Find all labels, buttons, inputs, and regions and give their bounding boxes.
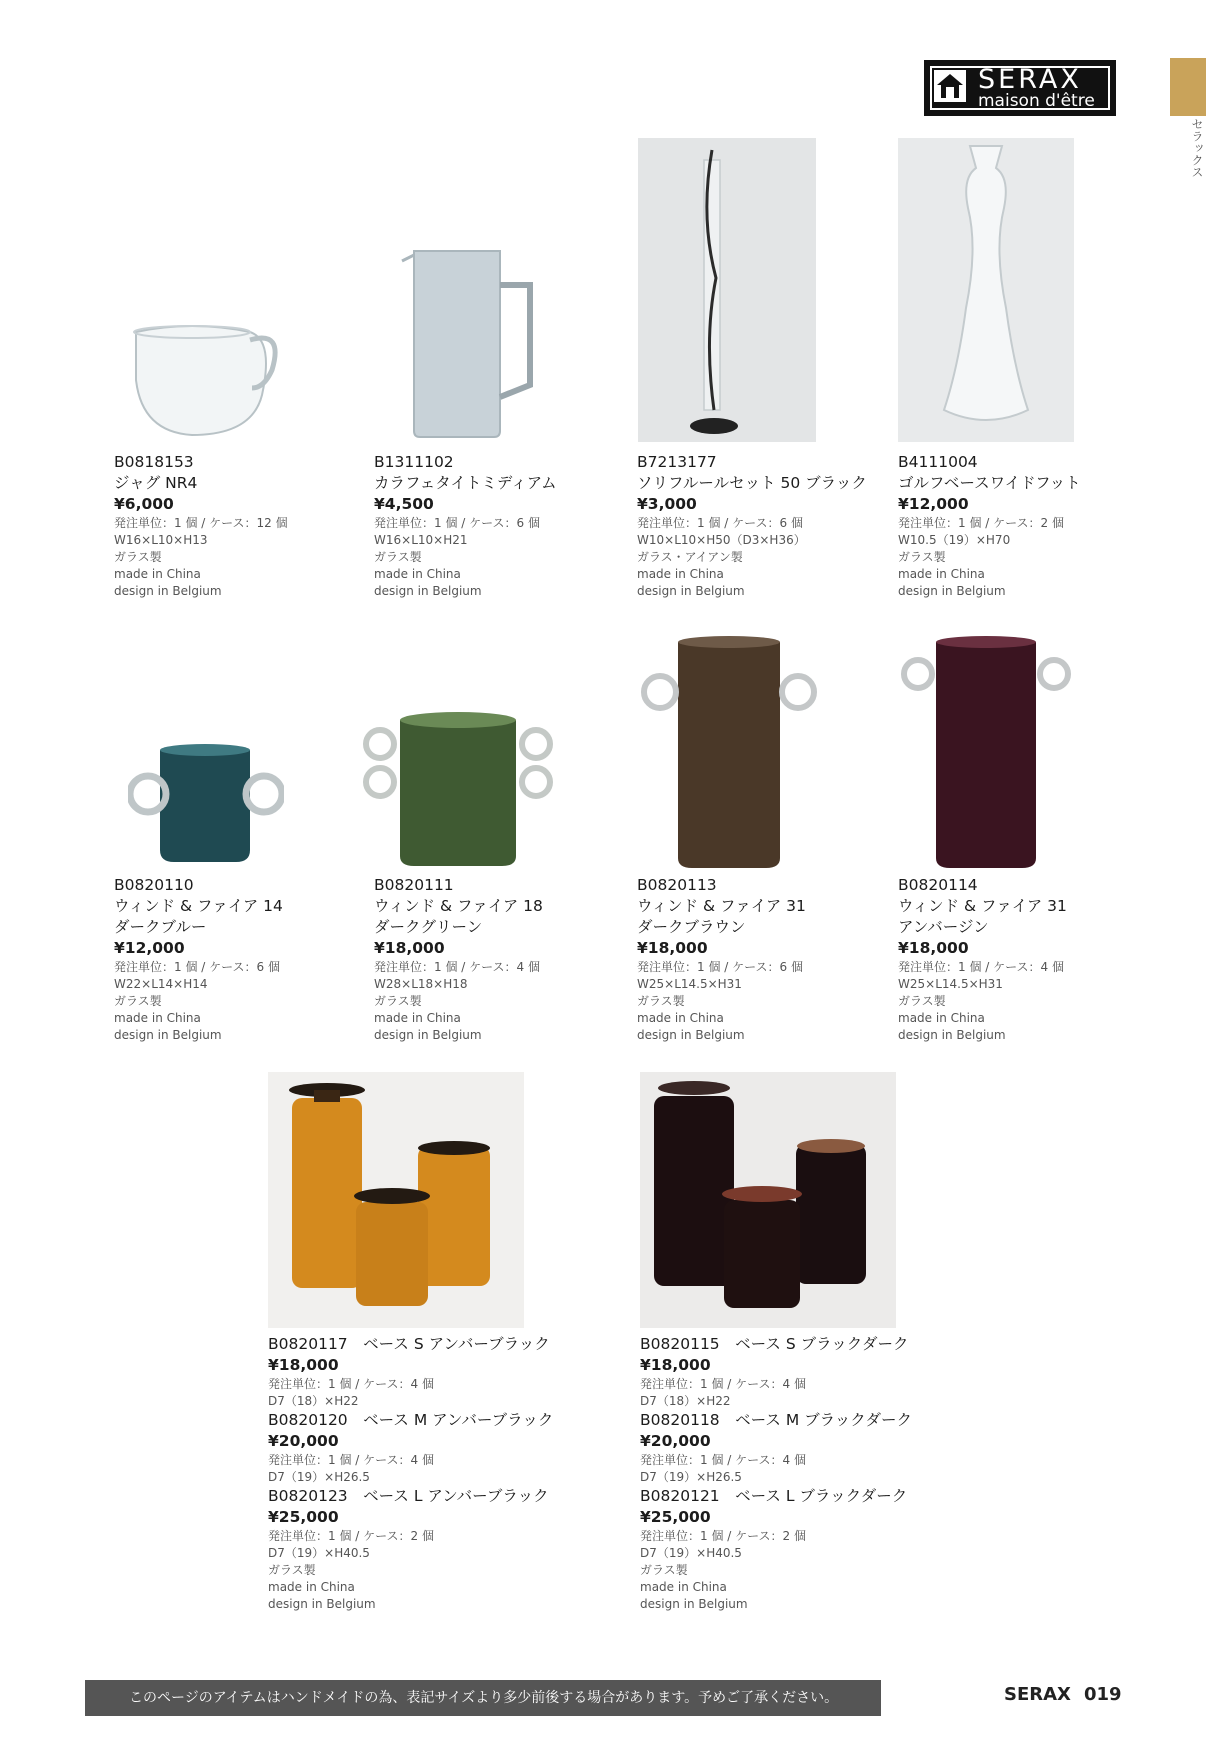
dimensions: D7（18）×H22 [640,1394,731,1408]
product-code-name: B0820123 ベース L アンバーブラック [268,1487,549,1505]
dimensions: W22×L14×H14 [114,977,208,991]
product-group-dark [640,1334,912,1613]
logo-tagline: maison d'être [978,91,1095,111]
made-in: made in China [898,1011,985,1025]
material: ガラス製 [268,1563,316,1577]
product-price: ¥18,000 [640,1356,711,1374]
product-color: ダークブラウン [637,918,746,936]
order-unit: 発注単位：1 個 / ケース：6 個 [637,516,803,530]
order-unit: 発注単位：1 個 / ケース：4 個 [374,960,540,974]
product-code: B0820113 [637,876,717,894]
made-in: made in China [374,567,461,581]
product-code: B0820111 [374,876,454,894]
order-unit: 発注単位：1 個 / ケース：6 個 [374,516,540,530]
order-unit: 発注単位：1 個 / ケース：4 個 [898,960,1064,974]
product-code: B0820114 [898,876,978,894]
dimensions: W16×L10×H13 [114,533,208,547]
product-code: B0820110 [114,876,194,894]
dimensions: W10.5（19）×H70 [898,533,1011,547]
product-wind-fire-31-brown [637,875,806,1044]
product-name: カラフェタイトミディアム [374,474,557,492]
product-price: ¥18,000 [637,939,708,957]
material: ガラス製 [374,550,422,564]
order-unit: 発注単位：1 個 / ケース：12 個 [114,516,288,530]
product-color: ダークブルー [114,918,207,936]
product-code-name: B0820117 ベース S アンバーブラック [268,1335,550,1353]
house-icon [934,70,966,102]
material: ガラス製 [637,994,685,1008]
page-number: 019 [1084,1684,1122,1705]
product-code: B7213177 [637,453,717,471]
order-unit: 発注単位：1 個 / ケース：4 個 [268,1453,434,1467]
design-in: design in Belgium [637,1028,745,1042]
product-name: ウィンド & ファイア 31 [637,897,806,915]
product-jug [114,452,288,600]
dimensions: W25×L14.5×H31 [637,977,742,991]
design-in: design in Belgium [114,584,222,598]
product-code-name: B0820118 ベース M ブラックダーク [640,1411,912,1429]
made-in: made in China [374,1011,461,1025]
product-name: ソリフルールセット 50 ブラック [637,474,867,492]
product-image-carafe [388,245,538,441]
index-tab [1170,58,1206,116]
order-unit: 発注単位：1 個 / ケース：2 個 [640,1529,806,1543]
made-in: made in China [268,1580,355,1594]
product-image-vase-amber-set [268,1072,524,1328]
product-name: ウィンド & ファイア 14 [114,897,283,915]
product-image-vase-dark-set [640,1072,896,1328]
dimensions: W10×L10×H50（D3×H36） [637,533,806,547]
product-image-wind-fire-18 [362,706,554,871]
product-code-name: B0820121 ベース L ブラックダーク [640,1487,908,1505]
index-tab-label: セラックス [1190,118,1204,178]
product-name: ジャグ NR4 [114,474,198,492]
dimensions: W28×L18×H18 [374,977,468,991]
product-color: アンバージン [898,918,989,936]
product-price: ¥6,000 [114,495,174,513]
serax-logo [924,60,1116,116]
product-price: ¥20,000 [268,1432,339,1450]
made-in: made in China [114,567,201,581]
made-in: made in China [898,567,985,581]
product-golf-vase [898,452,1081,600]
order-unit: 発注単位：1 個 / ケース：4 個 [640,1377,806,1391]
product-price: ¥20,000 [640,1432,711,1450]
product-name: ウィンド & ファイア 31 [898,897,1067,915]
made-in: made in China [637,567,724,581]
design-in: design in Belgium [268,1597,376,1611]
product-price: ¥18,000 [374,939,445,957]
product-wind-fire-18 [374,875,543,1044]
product-price: ¥25,000 [268,1508,339,1526]
dimensions: D7（19）×H40.5 [268,1546,370,1560]
made-in: made in China [637,1011,724,1025]
product-wind-fire-14 [114,875,283,1044]
design-in: design in Belgium [374,584,482,598]
product-price: ¥3,000 [637,495,697,513]
dimensions: D7（19）×H26.5 [268,1470,370,1484]
product-price: ¥25,000 [640,1508,711,1526]
design-in: design in Belgium [114,1028,222,1042]
handmade-notice: このページのアイテムはハンドメイドの為、表記サイズより多少前後する場合があります。予めご了承ください。 [85,1680,881,1716]
made-in: made in China [640,1580,727,1594]
order-unit: 発注単位：1 個 / ケース：2 個 [898,516,1064,530]
product-image-jug [112,310,282,440]
order-unit: 発注単位：1 個 / ケース：4 個 [268,1377,434,1391]
product-image-wind-fire-31-brown [640,636,818,872]
order-unit: 発注単位：1 個 / ケース：2 個 [268,1529,434,1543]
order-unit: 発注単位：1 個 / ケース：6 個 [637,960,803,974]
product-price: ¥4,500 [374,495,434,513]
design-in: design in Belgium [898,584,1006,598]
product-carafe [374,452,557,600]
product-code: B4111004 [898,453,978,471]
product-code: B0818153 [114,453,194,471]
material: ガラス製 [374,994,422,1008]
product-price: ¥18,000 [898,939,969,957]
design-in: design in Belgium [640,1597,748,1611]
material: ガラス製 [898,994,946,1008]
design-in: design in Belgium [374,1028,482,1042]
product-soliflore [637,452,867,600]
material: ガラス製 [114,550,162,564]
material: ガラス製 [898,550,946,564]
product-code-name: B0820120 ベース M アンバーブラック [268,1411,554,1429]
product-image-wind-fire-31-aubergine [898,636,1074,872]
order-unit: 発注単位：1 個 / ケース：4 個 [640,1453,806,1467]
made-in: made in China [114,1011,201,1025]
dimensions: D7（18）×H22 [268,1394,359,1408]
product-code: B1311102 [374,453,454,471]
product-price: ¥12,000 [114,939,185,957]
product-image-wind-fire-14 [128,738,284,868]
product-image-golf-vase [898,138,1074,442]
footer-brand: SERAX [1004,1684,1071,1705]
order-unit: 発注単位：1 個 / ケース：6 個 [114,960,280,974]
product-color: ダークグリーン [374,918,483,936]
dimensions: D7（19）×H40.5 [640,1546,742,1560]
dimensions: W16×L10×H21 [374,533,468,547]
product-name: ウィンド & ファイア 18 [374,897,543,915]
product-code-name: B0820115 ベース S ブラックダーク [640,1335,909,1353]
material: ガラス製 [114,994,162,1008]
product-name: ゴルフベースワイドフット [898,474,1081,492]
product-price: ¥18,000 [268,1356,339,1374]
material: ガラス製 [640,1563,688,1577]
dimensions: D7（19）×H26.5 [640,1470,742,1484]
logo-brand: SERAX [978,64,1082,95]
product-price: ¥12,000 [898,495,969,513]
material: ガラス・アイアン製 [637,550,743,564]
product-group-amber [268,1334,553,1613]
dimensions: W25×L14.5×H31 [898,977,1003,991]
design-in: design in Belgium [898,1028,1006,1042]
product-wind-fire-31-aubergine [898,875,1067,1044]
design-in: design in Belgium [637,584,745,598]
product-image-soliflore [638,138,816,442]
